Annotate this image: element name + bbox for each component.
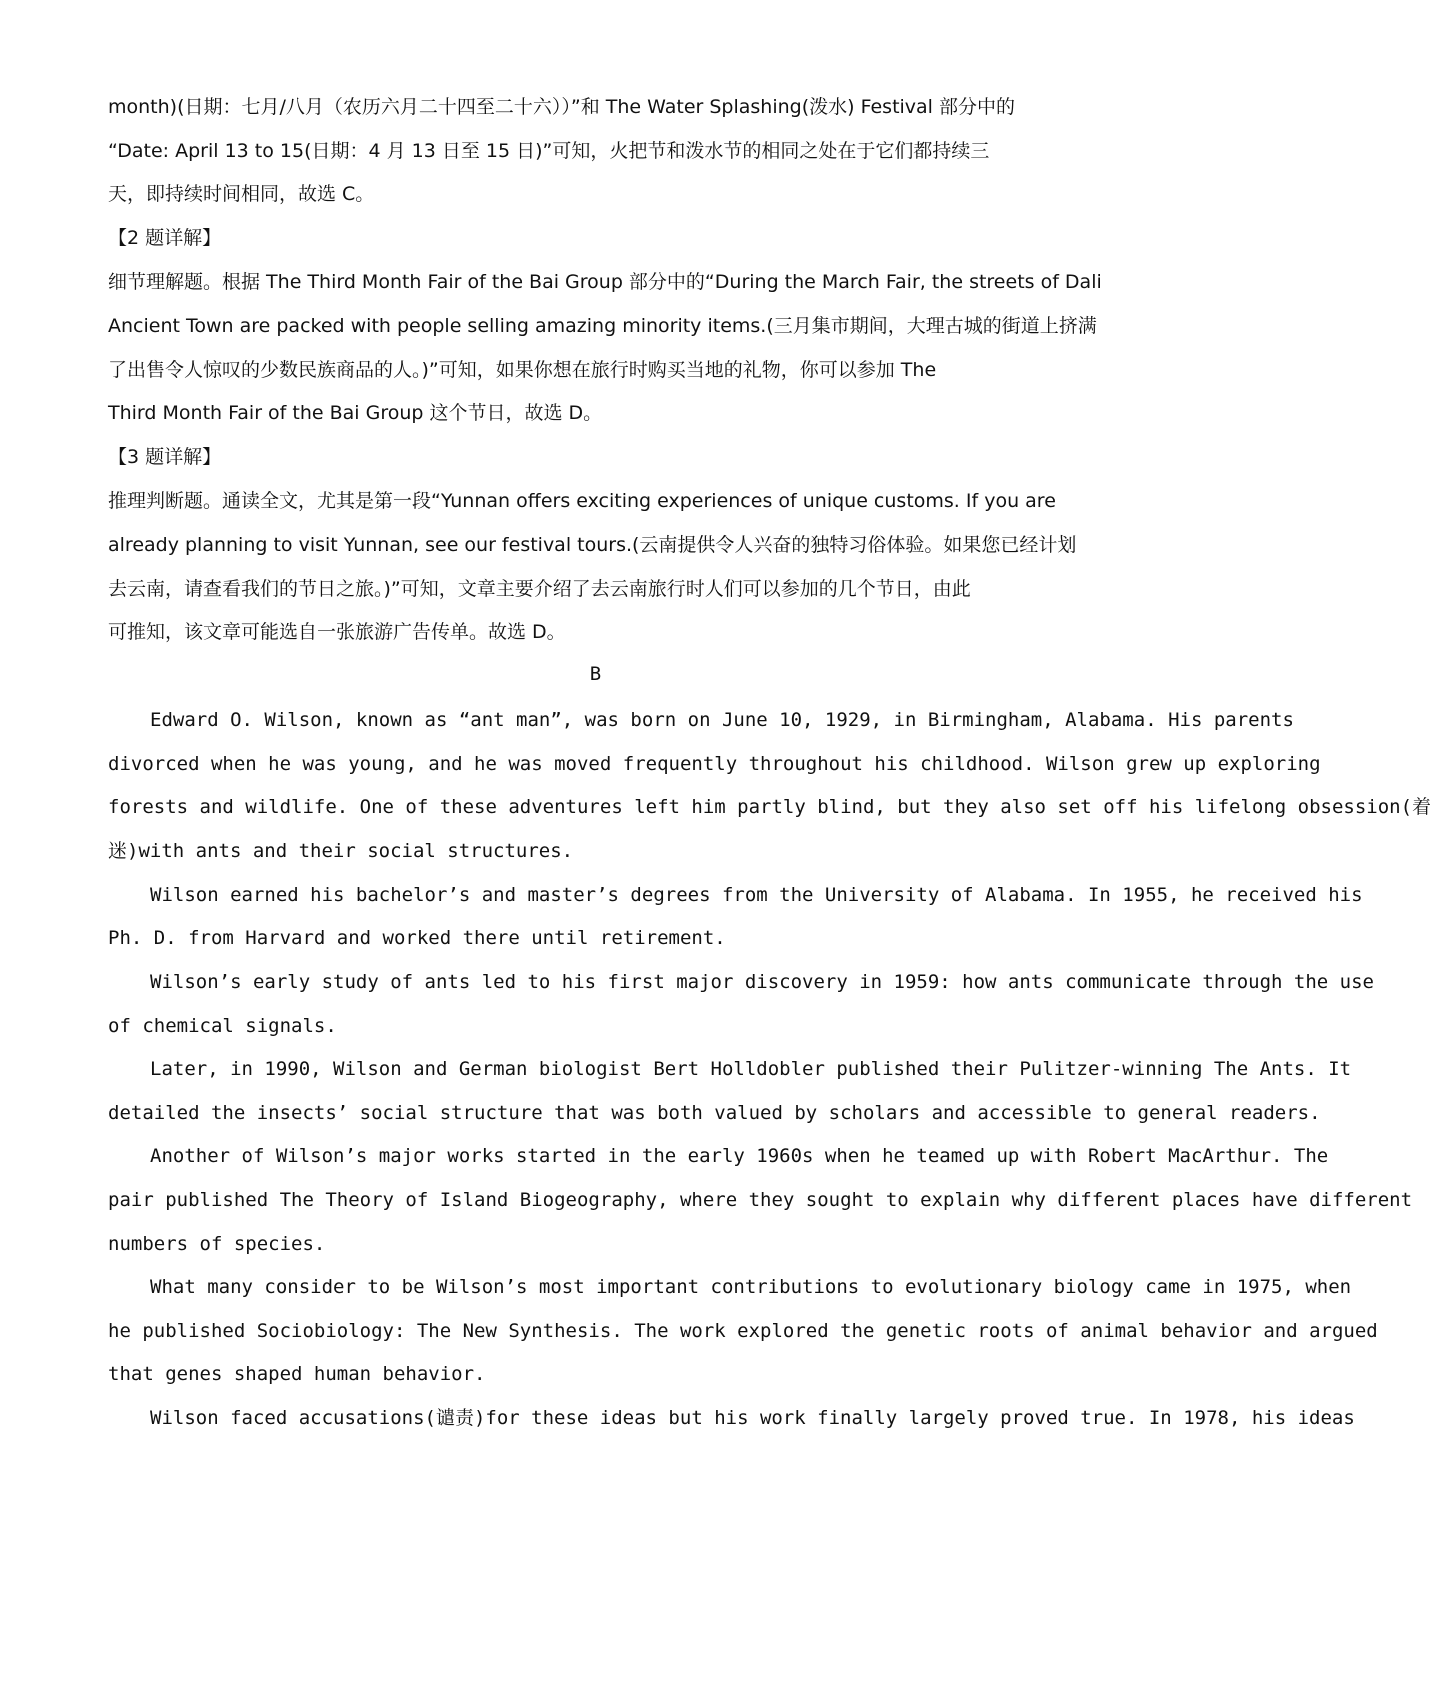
passage-line: Wilson’s early study of ants led to his first major discovery in 1959: how ants communicate through the use: [150, 971, 1374, 993]
paragraph-line: Ancient Town are packed with people selling amazing minority items.(三月集市期间，大理古城的街道上挤满: [108, 315, 1097, 337]
section-heading: 【3 题详解】: [108, 446, 222, 468]
section-title: B: [589, 663, 602, 685]
passage-line: 迷)with ants and their social structures.: [108, 840, 574, 862]
passage-line: numbers of species.: [108, 1233, 326, 1255]
passage-line: of chemical signals.: [108, 1015, 337, 1037]
passage-line: What many consider to be Wilson’s most important contributions to evolutionary biology came in 1975, when: [150, 1276, 1352, 1298]
paragraph-line: 推理判断题。通读全文，尤其是第一段“Yunnan offers exciting experiences of unique customs. If you are: [108, 490, 1056, 512]
paragraph-line: 去云南，请查看我们的节日之旅。)”可知，文章主要介绍了去云南旅行时人们可以参加的几个节日，由此: [108, 578, 971, 600]
paragraph-line: 了出售令人惊叹的少数民族商品的人。)”可知，如果你想在旅行时购买当地的礼物，你可以参加 The: [108, 359, 937, 381]
paragraph-line: 天，即持续时间相同，故选 C。: [108, 183, 375, 205]
paragraph-line: month)(日期：七月/八月（农历六月二十四至二十六））”和 The Water Splashing(泼水) Festival 部分中的: [108, 96, 1016, 118]
paragraph-line: 细节理解题。根据 The Third Month Fair of the Bai Group 部分中的“During the March Fair, the streets of Dali: [108, 271, 1102, 293]
passage-line: that genes shaped human behavior.: [108, 1363, 486, 1385]
paragraph-line: Third Month Fair of the Bai Group 这个节日，故选 D。: [108, 402, 603, 424]
passage-line: Later, in 1990, Wilson and German biologist Bert Holldobler published their Pulitzer-winning The Ants. It: [150, 1058, 1352, 1080]
passage-line: Ph. D. from Harvard and worked there until retirement.: [108, 927, 726, 949]
paragraph-line: 可推知，该文章可能选自一张旅游广告传单。故选 D。: [108, 621, 566, 643]
passage-line: Wilson faced accusations(谴责)for these ideas but his work finally largely proved true. In 1978, his ideas: [150, 1407, 1355, 1429]
passage-line: he published Sociobiology: The New Synthesis. The work explored the genetic roots of animal behavior and argued: [108, 1320, 1378, 1342]
passage-line: pair published The Theory of Island Biogeography, where they sought to explain why different places have different: [108, 1189, 1413, 1211]
passage-line: detailed the insects’ social structure that was both valued by scholars and accessible to general readers.: [108, 1102, 1321, 1124]
passage-line: Edward O. Wilson, known as “ant man”, was born on June 10, 1929, in Birmingham, Alabama. His parents: [150, 709, 1294, 731]
paragraph-line: “Date: April 13 to 15(日期：4 月 13 日至 15 日)”可知，火把节和泼水节的相同之处在于它们都持续三: [108, 140, 990, 162]
section-heading: 【2 题详解】: [108, 227, 222, 249]
passage-line: forests and wildlife. One of these adventures left him partly blind, but they also set off his lifelong obsession(着: [108, 796, 1431, 818]
passage-line: divorced when he was young, and he was moved frequently throughout his childhood. Wilson grew up exploring: [108, 753, 1321, 775]
paragraph-line: already planning to visit Yunnan, see our festival tours.(云南提供令人兴奋的独特习俗体验。如果您已经计划: [108, 534, 1077, 556]
passage-line: Another of Wilson’s major works started in the early 1960s when he teamed up with Robert MacArthur. The: [150, 1145, 1329, 1167]
passage-line: Wilson earned his bachelor’s and master’s degrees from the University of Alabama. In 1955, he received his: [150, 884, 1363, 906]
